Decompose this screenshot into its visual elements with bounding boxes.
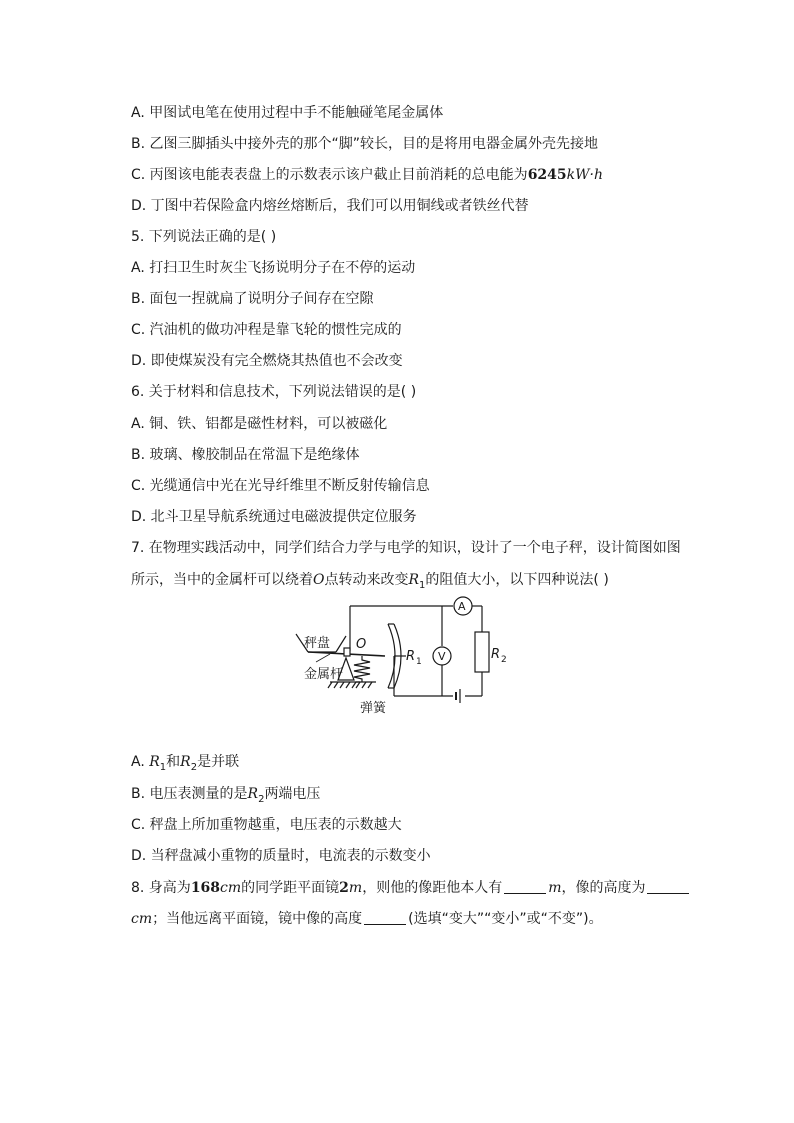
q7-stem-text-a: 所示，当中的金属杆可以绕着 [131, 572, 313, 588]
q8-text-3: ，则他的像距他本人有 [362, 880, 503, 896]
q8-line1 [131, 878, 691, 898]
q8-unit-m-1: m [348, 880, 363, 896]
q5-option-d: D. 即使煤炭没有完全燃烧其热值也不会改变 [131, 353, 403, 369]
q7-b-sub: 2 [258, 793, 265, 805]
q5-option-a: A. 打扫卫生时灰尘飞扬说明分子在不停的运动 [131, 260, 416, 276]
r1-sub: 1 [416, 657, 422, 667]
q7-option-d: D. 当秤盘减小重物的质量时，电流表的示数变小 [131, 848, 431, 864]
q8-text-2: 的同学距平面镜 [241, 880, 340, 896]
q6-option-a: A. 铜、铁、铝都是磁性材料，可以被磁化 [131, 416, 388, 432]
q8-text-4: ，像的高度为 [561, 880, 646, 896]
pan-label: 秤盘 [304, 636, 331, 651]
q6-option-d: D. 北斗卫星导航系统通过电磁波提供定位服务 [131, 509, 417, 525]
ammeter-label: A [458, 600, 466, 613]
voltmeter-label: V [438, 650, 446, 663]
q7-stem-text-b: 点转动来改变 [324, 572, 409, 588]
q4-option-a: A. 甲图试电笔在使用过程中手不能触碰笔尾金属体 [131, 105, 444, 121]
spring-label: 弹簧 [360, 701, 387, 716]
q8-text-5: ；当他远离平面镜，镜中像的高度 [152, 911, 363, 927]
q7-a-r2: R [180, 754, 191, 770]
q7-stem-line1: 7. 在物理实践活动中，同学们结合力学与电学的知识，设计了一个电子秤，设计简图如图 [131, 540, 681, 556]
q7-b-r: R [247, 786, 259, 802]
pivot-label: O [356, 637, 367, 652]
r1-label: R [406, 649, 416, 664]
q8-line2 [131, 909, 603, 929]
q7-stem-text-c: 的阻值大小，以下四种说法( ) [425, 572, 609, 588]
spring-icon [354, 656, 370, 682]
q4-option-c-text: C. 丙图该电能表表盘上的示数表示该户截止目前消耗的总电能为 [131, 167, 528, 183]
q8-text-1: 8. 身高为 [131, 880, 191, 896]
q4-option-d: D. 丁图中若保险盒内熔丝熔断后，我们可以用铜线或者铁丝代替 [131, 198, 529, 214]
q8-blank-1[interactable] [504, 879, 546, 894]
q6-stem: 6. 关于材料和信息技术，下列说法错误的是( ) [131, 384, 417, 400]
electronic-scale-circuit-diagram [290, 596, 510, 720]
q7-option-b [131, 784, 320, 810]
q8-height: 168 [190, 880, 221, 896]
q7-stem-point: O [313, 572, 325, 588]
q7-a-tail: 是并联 [197, 754, 240, 770]
q8-unit-cm-2: cm [131, 911, 153, 927]
q7-a-r1: R [149, 754, 160, 770]
q7-stem-r: R [408, 572, 420, 588]
q4-option-b: B. 乙图三脚插头中接外壳的那个“脚”较长，目的是将用电器金属外壳先接地 [131, 136, 599, 152]
q4-option-c-unit: kW·h [566, 167, 603, 183]
q7-option-c: C. 秤盘上所加重物越重，电压表的示数越大 [131, 817, 402, 833]
q8-distance: 2 [339, 880, 349, 896]
q8-unit-m-2: m [548, 880, 562, 896]
q7-a-mid: 和 [166, 754, 181, 770]
q6-option-b: B. 玻璃、橡胶制品在常温下是绝缘体 [131, 447, 360, 463]
rod-label: 金属杆 [304, 667, 344, 682]
q7-stem-r-sub: 1 [419, 579, 426, 591]
q8-blank-3[interactable] [364, 910, 406, 925]
q4-option-c [131, 165, 603, 185]
q4-option-c-value: 6245 [527, 167, 567, 183]
resistor-r2 [475, 632, 489, 672]
r2-sub: 2 [501, 655, 507, 665]
q6-option-c: C. 光缆通信中光在光导纤维里不断反射传输信息 [131, 478, 430, 494]
q7-option-a [131, 752, 239, 778]
q7-a-prefix: A. [131, 754, 150, 770]
q7-a-r2-sub: 2 [190, 761, 198, 773]
q5-option-b: B. 面包一捏就扁了说明分子间存在空隙 [131, 291, 374, 307]
q7-stem-line2 [131, 570, 609, 596]
q5-stem: 5. 下列说法正确的是( ) [131, 229, 277, 245]
q7-a-r1-sub: 1 [159, 761, 167, 773]
q7-b-tail: 两端电压 [264, 786, 321, 802]
q7-b-prefix: B. 电压表测量的是 [131, 786, 248, 802]
q8-blank-2[interactable] [647, 879, 689, 894]
q5-option-c: C. 汽油机的做功冲程是靠飞轮的惯性完成的 [131, 322, 402, 338]
r2-label: R [491, 647, 501, 662]
q8-unit-cm-1: cm [220, 880, 242, 896]
q8-text-6: (选填“变大”“变小”或“不变”)。 [408, 911, 603, 927]
